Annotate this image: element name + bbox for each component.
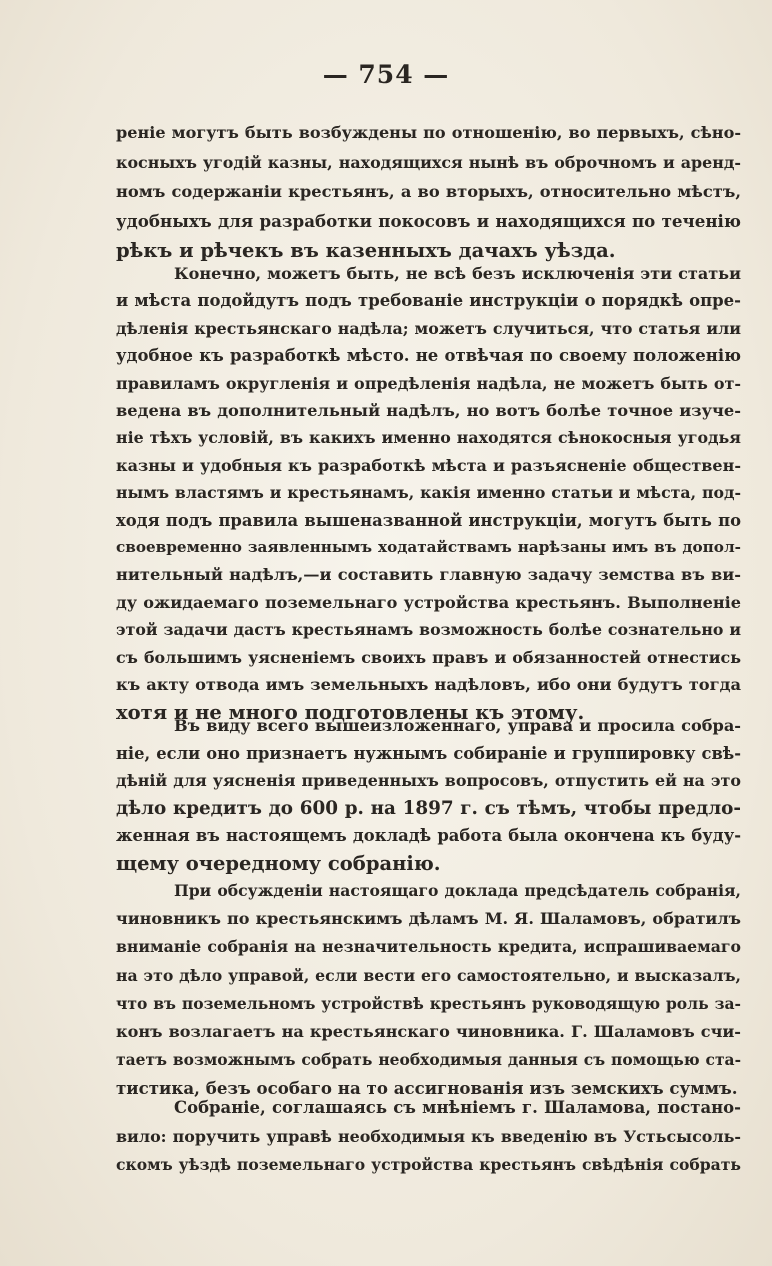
text-line: удобныхъ для разработки покосовъ и находящихся по теченію — [116, 210, 741, 231]
text-line: что въ поземельномъ устройствѣ крестьянъ руководящую роль за- — [116, 993, 741, 1013]
text-line: номъ содержаніи крестьянъ, а во вторыхъ, относительно мѣстъ, — [116, 182, 741, 202]
text-line: женная въ настоящемъ докладѣ работа была окончена къ буду- — [116, 826, 741, 846]
text-line: тистика, безъ особаго на то ассигнованія изъ земскихъ суммъ. — [116, 1078, 738, 1099]
text-line: ду ожидаемаго поземельнаго устройства крестьянъ. Выполненіе — [116, 592, 741, 612]
text-line: щему очередному собранію. — [116, 851, 441, 875]
text-line: реніе могутъ быть возбуждены по отношенію, во первыхъ, сѣно- — [116, 123, 741, 142]
paragraph-5 — [116, 1094, 741, 1180]
text-line: Собраніе, соглашаясь съ мнѣніемъ г. Шаламова, постано- — [174, 1098, 741, 1117]
text-line: чиновникъ по крестьянскимъ дѣламъ М. Я. Шаламовъ, обратилъ — [116, 909, 741, 929]
text-line: конъ возлагаетъ на крестьянскаго чиновника. Г. Шаламовъ счи- — [116, 1022, 741, 1042]
text-line: хотя и не много подготовлены къ этому. — [116, 700, 585, 724]
text-line: съ большимъ уясненіемъ своихъ правъ и обязанностей отнестись — [116, 647, 741, 667]
text-line: Въ виду всего вышеизложеннаго, управа и просила собра- — [174, 716, 741, 735]
text-line: нительный надѣлъ,—и составить главную задачу земства въ ви- — [116, 565, 741, 585]
text-line: вниманіе собранія на незначительность кредита, испрашиваемаго — [116, 937, 741, 957]
text-line: вило: поручить управѣ необходимыя къ введенію въ Устьсысоль- — [116, 1126, 741, 1146]
paragraph-3 — [116, 712, 741, 878]
text-line: таетъ возможнымъ собрать необходимыя данныя съ помощью ста- — [116, 1050, 741, 1070]
paragraph-2 — [116, 260, 741, 726]
text-line: ходя подъ правила вышеназванной инструкціи, могутъ быть по — [116, 510, 741, 530]
text-line: нымъ властямъ и крестьянамъ, какія именно статьи и мѣста, под- — [116, 483, 741, 503]
text-line: своевременно заявленнымъ ходатайствамъ нарѣзаны имъ въ допол- — [116, 538, 741, 557]
text-line: дѣло кредитъ до 600 р. на 1897 г. съ тѣмъ, чтобы предло- — [116, 797, 741, 819]
text-line: дѣній для уясненія приведенныхъ вопросовъ, отпустить ей на это — [116, 771, 741, 791]
text-line: дѣленія крестьянскаго надѣла; можетъ случиться, что статья или — [116, 318, 741, 338]
text-line: ніе тѣхъ условій, въ какихъ именно находятся сѣнокосныя угодья — [116, 428, 741, 448]
text-line: на это дѣло управой, если вести его самостоятельно, и высказалъ, — [116, 965, 741, 985]
text-line: косныхъ угодій казны, находящихся нынѣ въ оброчномъ и аренд- — [116, 152, 741, 172]
text-line: ведена въ дополнительный надѣлъ, но вотъ болѣе точное изуче- — [116, 401, 741, 421]
text-line: казны и удобныя къ разработкѣ мѣста и разъясненіе обществен- — [116, 455, 741, 475]
text-line: этой задачи дастъ крестьянамъ возможность болѣе сознательно и — [116, 620, 741, 640]
text-line: скомъ уѣздѣ поземельнаго устройства крестьянъ свѣдѣнія собрать — [116, 1155, 741, 1174]
paragraph-4 — [116, 877, 741, 1103]
text-line: правиламъ округленія и опредѣленія надѣла, не можетъ быть от- — [116, 373, 741, 393]
text-line: къ акту отвода имъ земельныхъ надѣловъ, ибо они будутъ тогда — [116, 675, 741, 695]
page-number: — 754 — — [322, 60, 450, 89]
text-line: удобное къ разработкѣ мѣсто. не отвѣчая по своему положенію — [116, 346, 741, 366]
text-line: рѣкъ и рѣчекъ въ казенныхъ дачахъ уѣзда. — [116, 239, 616, 263]
text-line: ніе, если оно признаетъ нужнымъ собираніе и группировку свѣ- — [116, 743, 741, 763]
paragraph-1 — [116, 118, 741, 266]
text-line: и мѣста подойдутъ подъ требованіе инструкціи о порядкѣ опре- — [116, 291, 741, 311]
text-line: Конечно, можетъ быть, не всѣ безъ исключенія эти статьи — [174, 264, 741, 283]
text-line: При обсужденіи настоящаго доклада предсѣдатель собранія, — [174, 881, 741, 900]
